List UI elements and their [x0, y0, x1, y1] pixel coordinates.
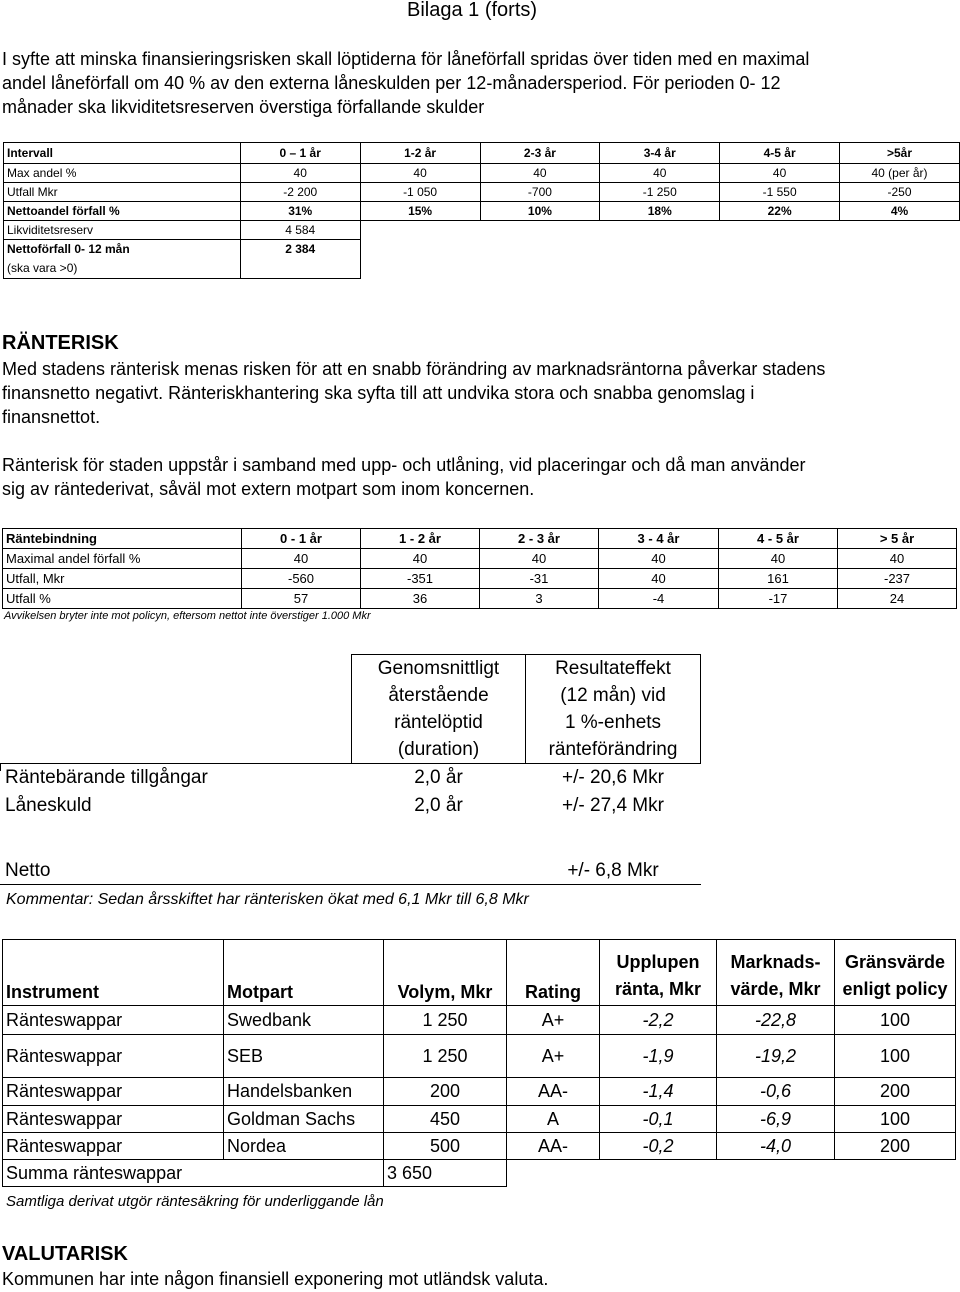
table-cell: -1 050 — [360, 183, 480, 202]
swaps-table — [2, 939, 956, 1187]
duration-header — [351, 655, 526, 763]
table-cell: -250 — [840, 183, 960, 202]
text-line: finansnetto negativt. Ränteriskhantering ska syfta till att undvika stora och snabba genomslag i — [2, 383, 755, 403]
table-cell: Utfall Mkr — [4, 183, 241, 202]
table-cell: -4 — [599, 589, 719, 609]
table-cell: 200 — [835, 1133, 956, 1160]
table-cell: 18% — [600, 202, 720, 221]
table-cell: -2,2 — [600, 1006, 717, 1035]
table-cell: -31 — [480, 569, 599, 589]
rantebindning-note: Avvikelsen bryter inte mot policyn, eftersom nettot inte överstiger 1.000 Mkr — [4, 610, 371, 622]
table-cell: Nettoförfall 0- 12 mån — [4, 240, 241, 259]
table-cell: -0,6 — [717, 1078, 835, 1106]
table-cell: Swedbank — [224, 1006, 384, 1035]
table-cell: -1 250 — [600, 183, 720, 202]
table-cell: -237 — [838, 569, 957, 589]
table-cell: 40 — [720, 164, 840, 183]
table-cell: 0 - 1 år — [242, 529, 361, 549]
header-line: 1 %-enhets — [564, 712, 662, 733]
table-cell: 57 — [242, 589, 361, 609]
table-cell: Ränteswappar — [3, 1133, 224, 1160]
ranterisk-paragraph-2 — [2, 453, 805, 501]
table-cell — [600, 1160, 717, 1187]
netto-label: Netto — [5, 860, 51, 881]
table-cell: Instrument — [3, 940, 224, 1006]
ranterisk-paragraph-1 — [2, 357, 825, 429]
table-row — [4, 164, 960, 183]
duration-value: 2,0 år — [414, 795, 463, 816]
table-cell: 40 — [242, 549, 361, 569]
page-title: Bilaga 1 (forts) — [407, 0, 538, 21]
table-cell: -1 550 — [720, 183, 840, 202]
table-cell: 1 250 — [384, 1006, 507, 1035]
result-effect-value: +/- 27,4 Mkr — [562, 795, 664, 816]
table-cell: -2 200 — [240, 183, 360, 202]
table-cell: -560 — [242, 569, 361, 589]
table-cell: 40 — [240, 164, 360, 183]
table-cell: Nordea — [224, 1133, 384, 1160]
table-cell: 1-2 år — [360, 143, 480, 164]
table-cell: Ränteswappar — [3, 1035, 224, 1078]
interval-header-row — [4, 143, 960, 164]
duration-comment: Kommentar: Sedan årsskiftet har ränterisken ökat med 6,1 Mkr till 6,8 Mkr — [6, 891, 529, 908]
header-line: Genomsnittligt — [377, 658, 500, 679]
table-cell: 100 — [835, 1106, 956, 1133]
header-line: räntelöptid — [394, 712, 483, 733]
table-cell: -351 — [361, 569, 480, 589]
table-cell: 36 — [361, 589, 480, 609]
table-cell: 4 584 — [240, 221, 360, 240]
header-line: enligt policy — [842, 979, 948, 999]
table-cell: 40 — [361, 549, 480, 569]
table-cell: 3-4 år — [600, 143, 720, 164]
table-cell: -4,0 — [717, 1133, 835, 1160]
table-cell: 4% — [840, 202, 960, 221]
text-line: Ränterisk för staden uppstår i samband med upp- och utlåning, vid placeringar och då man använder — [2, 455, 806, 475]
table-row — [3, 1160, 956, 1187]
text-line: finansnettot. — [2, 407, 101, 427]
table-row — [4, 240, 960, 259]
table-cell: A+ — [507, 1006, 600, 1035]
table-cell: A — [507, 1106, 600, 1133]
header-line: ränta, Mkr — [614, 979, 702, 999]
table-cell: Motpart — [224, 940, 384, 1006]
table-cell: 1 - 2 år — [361, 529, 480, 549]
table-cell: -1,4 — [600, 1078, 717, 1106]
table-cell — [717, 940, 835, 1006]
intro-line: andel låneförfall om 40 % av den externa låneskulden per 12-månadersperiod. För perioden 0- 12 — [2, 73, 781, 93]
text-line: sig av räntederivat, såväl mot extern motpart som inom koncernen. — [2, 479, 535, 499]
result-effect-header — [526, 655, 700, 763]
table-cell: 500 — [384, 1133, 507, 1160]
intro-line: månader ska likviditetsreserven överstiga förfallande skulder — [2, 97, 485, 117]
intro-line: I syfte att minska finansieringsrisken skall löptiderna för låneförfall spridas över tiden med en maximal — [2, 49, 810, 69]
table-cell: Intervall — [4, 143, 241, 164]
table-cell: Ränteswappar — [3, 1006, 224, 1035]
text-line: Med stadens ränterisk menas risken för att en snabb förändring av marknadsräntorna påverkar stadens — [2, 359, 826, 379]
table-cell — [835, 940, 956, 1006]
table-cell: 4 - 5 år — [719, 529, 838, 549]
table-cell: A+ — [507, 1035, 600, 1078]
table-cell — [717, 1160, 835, 1187]
header-line: (12 mån) vid — [560, 685, 666, 706]
table-row — [3, 1106, 956, 1133]
table-cell: Goldman Sachs — [224, 1106, 384, 1133]
header-line: värde, Mkr — [730, 979, 821, 999]
table-cell: 161 — [719, 569, 838, 589]
table-cell: AA- — [507, 1078, 600, 1106]
table-cell: 40 — [719, 549, 838, 569]
duration-row-label: Räntebärande tillgångar — [5, 767, 208, 788]
table-cell: 3 — [480, 589, 599, 609]
table-cell: 200 — [835, 1078, 956, 1106]
table-cell: 24 — [838, 589, 957, 609]
table-cell: >5år — [840, 143, 960, 164]
table-cell: Maximal andel förfall % — [3, 549, 242, 569]
table-row — [3, 940, 956, 1006]
header-line: (duration) — [397, 739, 480, 760]
table-cell: Ränteswappar — [3, 1078, 224, 1106]
table-cell: Ränteswappar — [3, 1106, 224, 1133]
table-cell: 4-5 år — [720, 143, 840, 164]
table-cell: Rating — [507, 940, 600, 1006]
table-cell: -6,9 — [717, 1106, 835, 1133]
table-cell: 1 250 — [384, 1035, 507, 1078]
table-cell: 40 — [480, 164, 600, 183]
table-cell: 40 — [360, 164, 480, 183]
valutarisk-text: Kommunen har inte någon finansiell exponering mot utländsk valuta. — [2, 1269, 549, 1289]
netto-value: +/- 6,8 Mkr — [567, 860, 659, 881]
duration-row-label: Låneskuld — [5, 795, 92, 816]
table-cell: -17 — [719, 589, 838, 609]
table-cell: 15% — [360, 202, 480, 221]
duration-value: 2,0 år — [414, 767, 463, 788]
table-cell: Nettoandel förfall % — [4, 202, 241, 221]
table-cell: 0 – 1 år — [240, 143, 360, 164]
table-cell — [835, 1160, 956, 1187]
table-cell: 10% — [480, 202, 600, 221]
table-row — [3, 589, 957, 609]
table-cell: 31% — [240, 202, 360, 221]
divider — [0, 884, 701, 885]
table-cell: 3 - 4 år — [599, 529, 719, 549]
table-row — [4, 183, 960, 202]
duration-section — [0, 654, 960, 887]
table-cell: SEB — [224, 1035, 384, 1078]
table-row — [3, 1133, 956, 1160]
table-cell: -0,2 — [600, 1133, 717, 1160]
table-row — [3, 1035, 956, 1078]
table-row — [4, 221, 960, 240]
table-cell: 40 — [600, 164, 720, 183]
section-heading-ranterisk: RÄNTERISK — [2, 332, 119, 354]
table-cell: -22,8 — [717, 1006, 835, 1035]
table-row — [3, 1078, 956, 1106]
table-row — [3, 1006, 956, 1035]
table-cell: 2 384 — [240, 240, 360, 259]
table-cell: Max andel % — [4, 164, 241, 183]
table-cell: Likviditetsreserv — [4, 221, 241, 240]
table-cell: 2 - 3 år — [480, 529, 599, 549]
table-cell: 200 — [384, 1078, 507, 1106]
divider — [0, 763, 1, 771]
header-line: Resultateffekt — [555, 658, 671, 679]
table-row — [3, 549, 957, 569]
table-cell: -700 — [480, 183, 600, 202]
table-cell — [240, 258, 360, 279]
table-cell: 2-3 år — [480, 143, 600, 164]
table-cell: Utfall % — [3, 589, 242, 609]
result-effect-value: +/- 20,6 Mkr — [562, 767, 664, 788]
table-cell: 100 — [835, 1035, 956, 1078]
table-cell: > 5 år — [838, 529, 957, 549]
header-line: återstående — [388, 685, 489, 706]
table-cell: 40 — [480, 549, 599, 569]
header-line: Gränsvärde — [844, 952, 946, 972]
table-cell: Handelsbanken — [224, 1078, 384, 1106]
section-heading-valutarisk: VALUTARISK — [2, 1243, 128, 1265]
table-cell: 40 — [599, 549, 719, 569]
table-cell: -0,1 — [600, 1106, 717, 1133]
table-cell: 3 650 — [384, 1160, 507, 1187]
interval-table — [3, 142, 960, 279]
table-cell: Räntebindning — [3, 529, 242, 549]
intro-paragraph — [2, 47, 809, 119]
divider — [700, 654, 701, 764]
table-row — [3, 529, 957, 549]
table-cell: 40 (per år) — [840, 164, 960, 183]
table-cell: 40 — [599, 569, 719, 589]
table-row — [4, 202, 960, 221]
table-row — [3, 569, 957, 589]
table-cell: 40 — [838, 549, 957, 569]
table-cell: -1,9 — [600, 1035, 717, 1078]
table-cell: -19,2 — [717, 1035, 835, 1078]
swaps-note: Samtliga derivat utgör räntesäkring för underliggande lån — [6, 1193, 384, 1210]
table-cell: Utfall, Mkr — [3, 569, 242, 589]
table-cell — [600, 940, 717, 1006]
table-cell: AA- — [507, 1133, 600, 1160]
table-cell: Summa ränteswappar — [3, 1160, 384, 1187]
table-cell: (ska vara >0) — [4, 258, 241, 279]
header-line: Upplupen — [616, 952, 700, 972]
table-cell: 22% — [720, 202, 840, 221]
table-cell: 100 — [835, 1006, 956, 1035]
table-row — [4, 258, 960, 279]
header-line: Marknads- — [730, 952, 821, 972]
rantebindning-table — [2, 528, 957, 609]
table-cell: 450 — [384, 1106, 507, 1133]
table-cell: Volym, Mkr — [384, 940, 507, 1006]
table-cell — [507, 1160, 600, 1187]
header-line: ränteförändring — [548, 739, 678, 760]
